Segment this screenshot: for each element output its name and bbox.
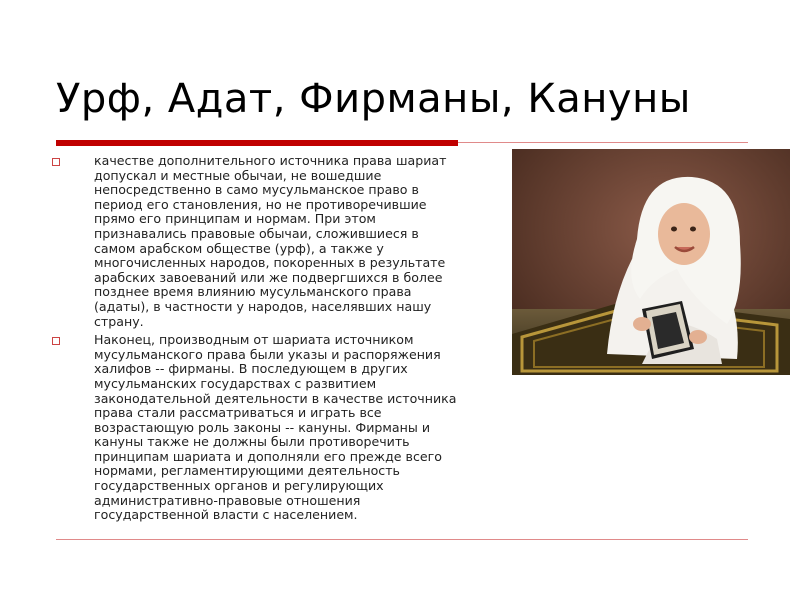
title-underline-thin bbox=[458, 142, 748, 143]
square-bullet-icon bbox=[52, 158, 60, 166]
bullet-list bbox=[52, 154, 502, 527]
square-bullet-icon bbox=[52, 337, 60, 345]
title-underline-red bbox=[56, 140, 458, 146]
slide-title: Урф, Адат, Фирманы, Кануны bbox=[56, 76, 691, 122]
bullet-text: Наконец, производным от шариата источником мусульманского права были указы и распоряжения халифов -- фирманы. В последующем в других мусульманских государствах с развитием законодательной деятельности в качестве источника права стали рассматриваться и играть все возрастающую роль законы -- кануны. Фирманы и кануны также не должны были противоречить принципам шариата и дополняли его прежде всего нормами, регламентирующими деятельность государственных органов и регулирующих административно-правовые отношения государственной власти с населением. bbox=[94, 332, 457, 523]
bottom-divider bbox=[56, 539, 748, 540]
bullet-item-firmany-kanuny bbox=[52, 333, 502, 523]
photo-illustration bbox=[512, 149, 790, 375]
bullet-text: качестве дополнительного источника права шариат допускал и местные обычаи, не вошедшие непосредственно в само мусульманское право в период его становления, но не противоречившие прямо его принципам и нормам. При этом признавались правовые обычаи, сложившиеся в самом арабском обществе (урф), а также у многочисленных народов, покоренных в результате арабских завоеваний или же подвергшихся в более позднее время влиянию мусульманского права (адаты), в частности у народов, населявших нашу страну. bbox=[94, 153, 447, 329]
child-in-hijab-photo bbox=[512, 149, 790, 375]
bullet-item-urf-adat bbox=[52, 154, 502, 329]
